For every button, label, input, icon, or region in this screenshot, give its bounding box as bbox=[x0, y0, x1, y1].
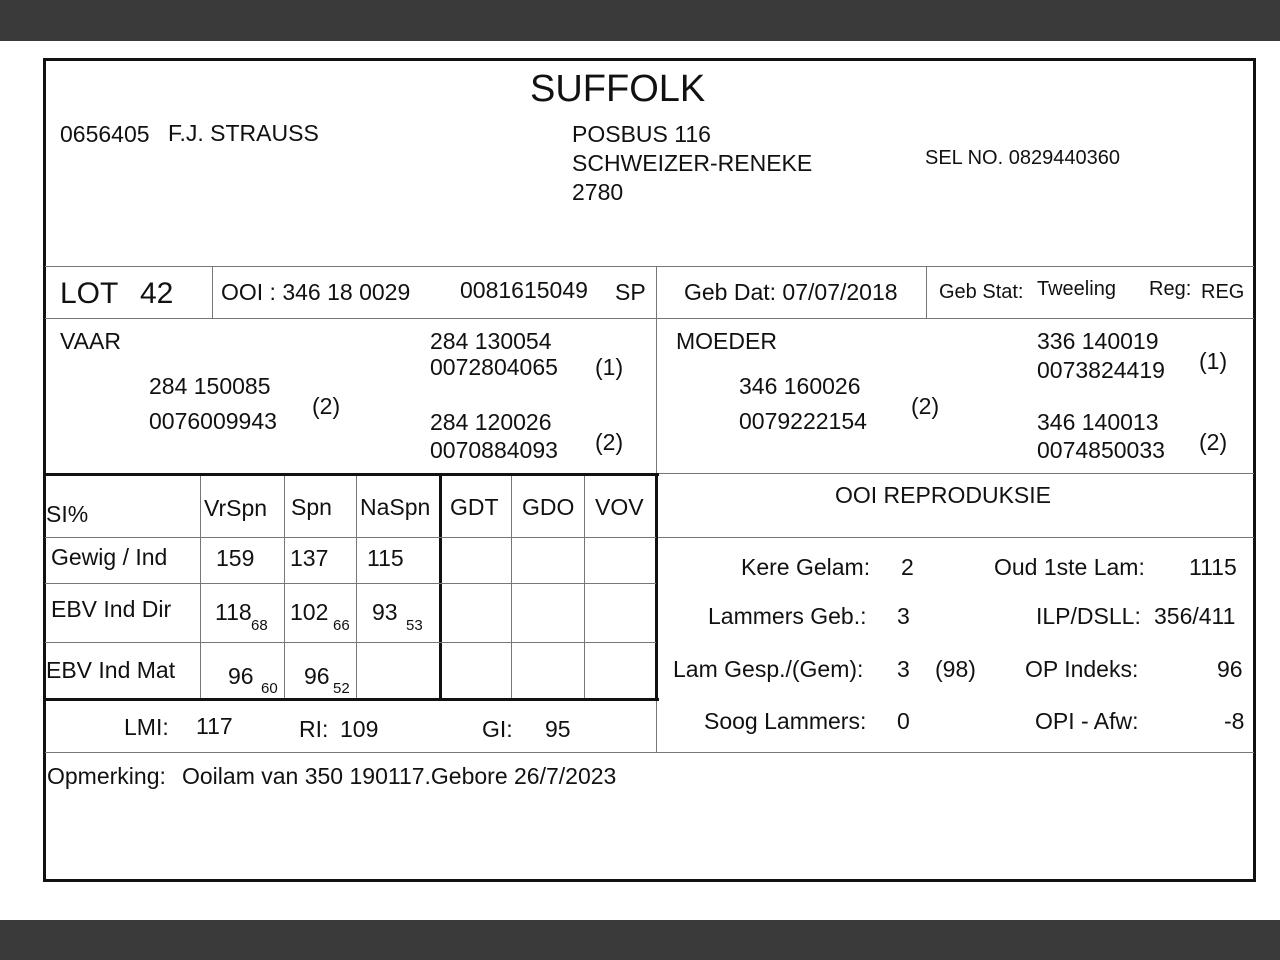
sire-dam-id: 284 120026 bbox=[430, 409, 552, 435]
divider-lot-1 bbox=[212, 266, 213, 318]
si-header-gdt: GDT bbox=[450, 494, 499, 520]
sire-sire-note: (1) bbox=[595, 354, 624, 380]
si-row-label: EBV Ind Dir bbox=[51, 596, 172, 622]
gi-label: GI: bbox=[482, 716, 513, 742]
si-table-mid bbox=[439, 473, 442, 701]
reg-label: Reg: bbox=[1149, 278, 1192, 300]
dam-sire-number: 0073824419 bbox=[1037, 357, 1165, 383]
si-header-naspn: NaSpn bbox=[360, 494, 431, 520]
si-cell-accuracy: 66 bbox=[333, 617, 350, 634]
si-cell-accuracy: 60 bbox=[261, 680, 278, 697]
si-row-3 bbox=[45, 642, 656, 643]
si-header-spn: Spn bbox=[291, 494, 332, 520]
address-line-2: SCHWEIZER-RENEKE bbox=[572, 150, 813, 176]
birth-date: Geb Dat: 07/07/2018 bbox=[684, 279, 898, 305]
lammers-geb-label: Lammers Geb.: bbox=[708, 603, 867, 629]
ilp-value: 356/411 bbox=[1154, 603, 1236, 629]
sire-sire-id: 284 130054 bbox=[430, 328, 552, 354]
address-line-1: POSBUS 116 bbox=[572, 121, 711, 147]
ilp-label: ILP/DSLL: bbox=[1036, 603, 1141, 629]
si-cell: 93 bbox=[372, 599, 398, 625]
si-row-label: EBV Ind Mat bbox=[46, 657, 176, 683]
si-col-4 bbox=[511, 476, 512, 698]
si-cell: 159 bbox=[216, 545, 255, 571]
si-cell-accuracy: 68 bbox=[251, 617, 268, 634]
lammers-geb-value: 3 bbox=[897, 603, 910, 629]
remark-label: Opmerking: bbox=[47, 763, 166, 789]
sp-label: SP bbox=[615, 279, 646, 305]
divider-lot bbox=[45, 318, 1254, 319]
ri-label: RI: bbox=[299, 716, 329, 742]
soog-label: Soog Lammers: bbox=[704, 708, 867, 734]
si-cell: 115 bbox=[367, 545, 404, 571]
divider-lot-2 bbox=[656, 266, 657, 318]
reg-value: REG bbox=[1201, 281, 1245, 303]
oud-label: Oud 1ste Lam: bbox=[994, 554, 1145, 580]
divider-header bbox=[45, 266, 1254, 267]
si-col-5 bbox=[584, 476, 585, 698]
si-col-2 bbox=[284, 476, 285, 698]
divider-repro-title bbox=[656, 537, 1254, 538]
reproduction-title: OOI REPRODUKSIE bbox=[835, 482, 1051, 508]
dam-number: 0079222154 bbox=[739, 408, 867, 434]
divider-remark bbox=[45, 752, 1254, 753]
birth-status-label: Geb Stat: bbox=[939, 281, 1024, 303]
address-line-3: 2780 bbox=[572, 179, 624, 205]
dam-sire-note: (1) bbox=[1199, 348, 1228, 374]
divider-lot-3 bbox=[926, 266, 927, 318]
dam-sire-id: 336 140019 bbox=[1037, 328, 1159, 354]
ewe-id: OOI : 346 18 0029 bbox=[221, 279, 411, 305]
dam-dam-number: 0074850033 bbox=[1037, 437, 1165, 463]
dam-label: MOEDER bbox=[676, 328, 777, 354]
si-table-right bbox=[655, 473, 658, 701]
sire-note: (2) bbox=[312, 393, 341, 419]
si-row-1 bbox=[45, 537, 656, 538]
sire-sire-number: 0072804065 bbox=[430, 354, 558, 380]
sire-dam-number: 0070884093 bbox=[430, 437, 558, 463]
sire-label: VAAR bbox=[60, 328, 121, 354]
lam-gesp-value: 3 bbox=[897, 656, 910, 682]
si-cell-accuracy: 52 bbox=[333, 680, 350, 697]
si-header-vrspn: VrSpn bbox=[204, 495, 268, 521]
dam-dam-id: 346 140013 bbox=[1037, 409, 1159, 435]
si-cell: 96 bbox=[304, 663, 330, 689]
si-header-vov: VOV bbox=[595, 494, 644, 520]
dam-note: (2) bbox=[911, 393, 940, 419]
si-table-bottom bbox=[45, 698, 659, 701]
lam-gesp-label: Lam Gesp./(Gem): bbox=[673, 656, 864, 682]
si-row-2 bbox=[45, 583, 656, 584]
si-cell: 118 bbox=[215, 599, 252, 625]
si-table-top bbox=[45, 473, 659, 476]
si-header-gdo: GDO bbox=[522, 494, 575, 520]
op-value: 96 bbox=[1217, 656, 1243, 682]
divider-pedigree-bottom bbox=[656, 473, 1254, 474]
dam-id: 346 160026 bbox=[739, 373, 861, 399]
dam-dam-note: (2) bbox=[1199, 429, 1228, 455]
soog-value: 0 bbox=[897, 708, 910, 734]
oud-value: 1115 bbox=[1189, 554, 1237, 580]
lot-number: 42 bbox=[140, 277, 174, 310]
breeder-code: 0656405 bbox=[60, 121, 150, 147]
ewe-number: 0081615049 bbox=[460, 277, 588, 303]
birth-status: Tweeling bbox=[1037, 278, 1116, 300]
gi-value: 95 bbox=[545, 716, 571, 742]
si-row-label: Gewig / Ind bbox=[51, 544, 168, 570]
lmi-value: 117 bbox=[196, 713, 233, 739]
sale-card bbox=[43, 58, 1256, 882]
opi-label: OPI - Afw: bbox=[1035, 708, 1139, 734]
bottom-bar bbox=[0, 920, 1280, 960]
si-corner-label: SI% bbox=[46, 501, 89, 527]
op-label: OP Indeks: bbox=[1025, 656, 1139, 682]
si-col-3 bbox=[356, 476, 357, 698]
si-cell: 137 bbox=[290, 545, 329, 571]
opi-value: -8 bbox=[1224, 708, 1245, 734]
si-cell: 96 bbox=[228, 663, 254, 689]
sire-id: 284 150085 bbox=[149, 373, 271, 399]
cell-number: SEL NO. 0829440360 bbox=[925, 147, 1120, 169]
breeder-name: F.J. STRAUSS bbox=[168, 120, 319, 146]
lam-gesp-average: (98) bbox=[935, 656, 976, 682]
si-cell: 102 bbox=[290, 599, 329, 625]
si-col-1 bbox=[200, 476, 201, 698]
lmi-label: LMI: bbox=[124, 714, 169, 740]
sire-dam-note: (2) bbox=[595, 429, 624, 455]
si-cell-accuracy: 53 bbox=[406, 617, 423, 634]
kere-gelam-label: Kere Gelam: bbox=[741, 554, 871, 580]
sire-number: 0076009943 bbox=[149, 408, 277, 434]
kere-gelam-value: 2 bbox=[901, 554, 914, 580]
ri-value: 109 bbox=[340, 716, 379, 742]
remark-text: Ooilam van 350 190117.Gebore 26/7/2023 bbox=[182, 763, 617, 789]
breed-title: SUFFOLK bbox=[530, 68, 706, 110]
top-bar bbox=[0, 0, 1280, 41]
lot-label: LOT bbox=[60, 277, 119, 310]
